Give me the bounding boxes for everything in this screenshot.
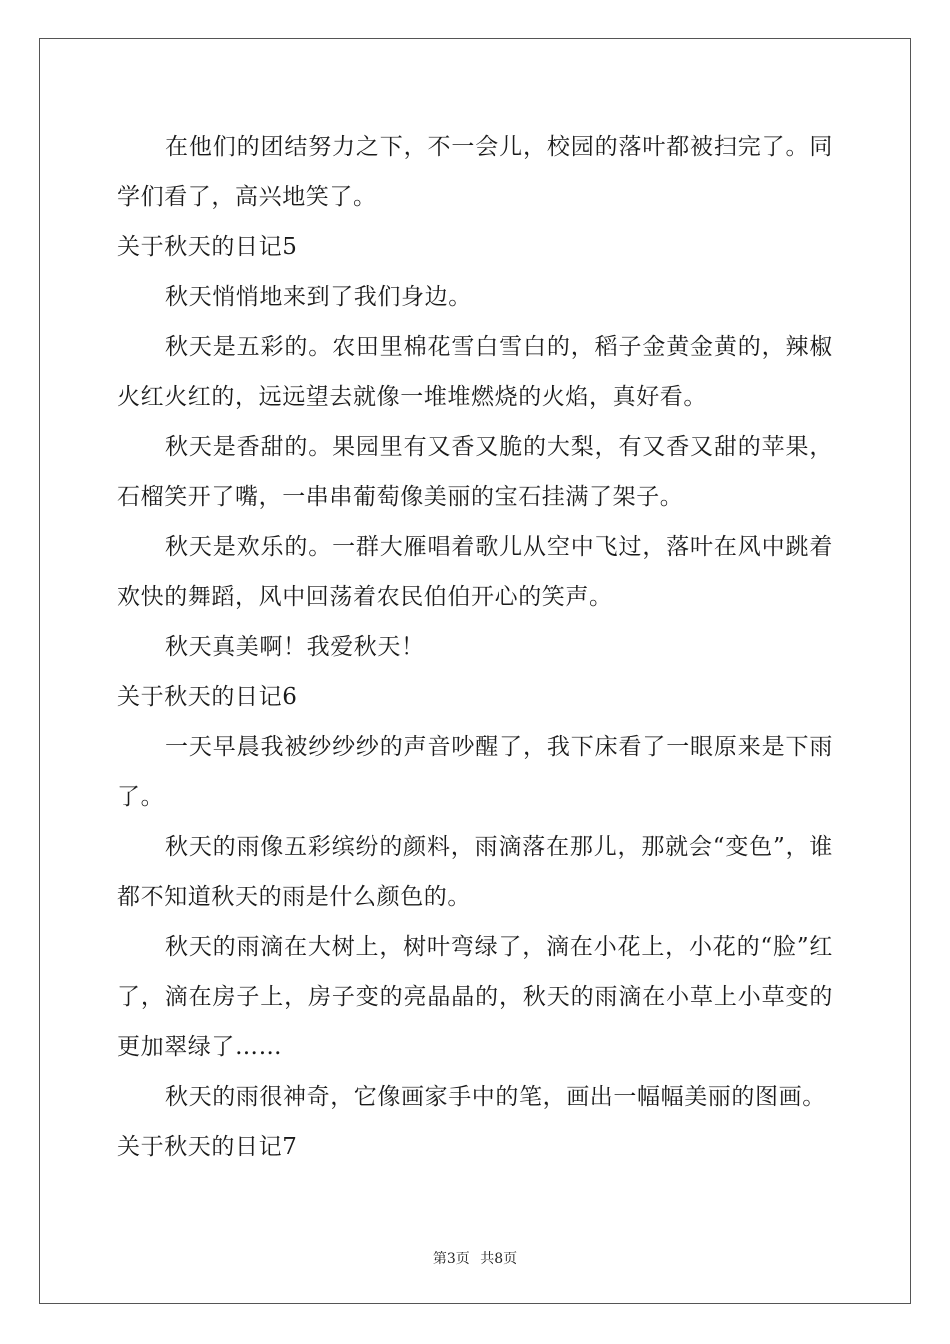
paragraph: 秋天的雨滴在大树上，树叶弯绿了，滴在小花上，小花的“脸”红了，滴在房子上，房子变的亮晶晶的，秋天的雨滴在小草上小草变的更加翠绿了…… — [117, 934, 833, 1060]
paragraph: 在他们的团结努力之下，不一会儿，校园的落叶都被扫完了。同学们看了，高兴地笑了。 — [117, 134, 833, 210]
section-heading: 关于秋天的日记7 — [117, 1134, 298, 1160]
paragraph: 秋天悄悄地来到了我们身边。 — [165, 284, 472, 310]
document-body — [117, 122, 833, 1172]
page-total: 共8页 — [480, 1251, 518, 1267]
paragraph: 秋天真美啊！我爱秋天！ — [165, 634, 425, 660]
paragraph: 秋天的雨很神奇，它像画家手中的笔，画出一幅幅美丽的图画。 — [165, 1084, 826, 1110]
paragraph: 秋天是五彩的。农田里棉花雪白雪白的，稻子金黄金黄的，辣椒火红火红的，远远望去就像一堆堆燃烧的火焰，真好看。 — [117, 334, 833, 410]
section-heading: 关于秋天的日记5 — [117, 234, 298, 260]
section-heading: 关于秋天的日记6 — [117, 684, 298, 710]
paragraph: 秋天是欢乐的。一群大雁唱着歌儿从空中飞过，落叶在风中跳着欢快的舞蹈，风中回荡着农民伯伯开心的笑声。 — [117, 534, 833, 610]
paragraph: 一天早晨我被纱纱纱的声音吵醒了，我下床看了一眼原来是下雨了。 — [117, 734, 833, 810]
page-number: 第3页 — [432, 1251, 470, 1267]
paragraph: 秋天的雨像五彩缤纷的颜料，雨滴落在那儿，那就会“变色”，谁都不知道秋天的雨是什么颜色的。 — [117, 834, 833, 910]
paragraph: 秋天是香甜的。果园里有又香又脆的大梨，有又香又甜的苹果，石榴笑开了嘴，一串串葡萄像美丽的宝石挂满了架子。 — [117, 434, 833, 510]
page-footer — [0, 1248, 950, 1268]
